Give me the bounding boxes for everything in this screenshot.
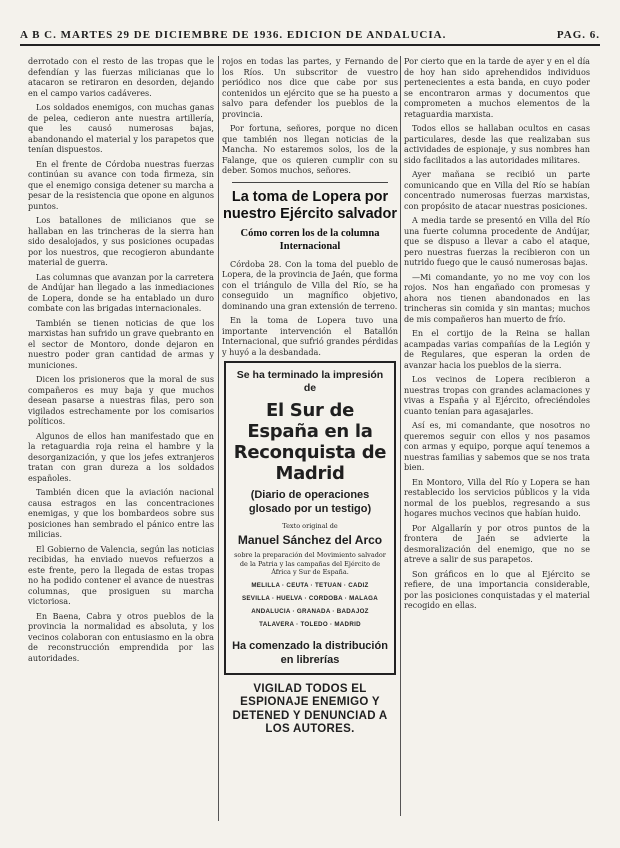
article-paragraph: Dicen los prisioneros que la moral de sus compañeros es muy baja y que muchos desean pasarse a nuestras filas, pero son vigilados estrechamente por los comisarios políticos. [28, 374, 214, 426]
ad-intro: Se ha terminado la impresión de [236, 369, 384, 394]
article-paragraph: Las columnas que avanzan por la carretera de Andújar han llegado a las inmediaciones de Lopera, donde se ha entablado un duro combate con las brigadas internacionales. [28, 271, 214, 313]
ad-author: Manuel Sánchez del Arco [237, 533, 383, 547]
article-paragraph: Todos ellos se hallaban ocultos en casas particulares, desde las que realizaban sus actividades de espionaje, y sus nombres han sido facilitados a las autoridades militares. [404, 123, 590, 165]
column-1 [28, 56, 214, 821]
article-paragraph: Son gráficos en lo que al Ejército se refiere, de una importancia considerable, por las posiciones conquistadas y el material recogido en ellas. [404, 568, 590, 610]
ad-cities-line: MELILLA · CEUTA · TETUAN · CADIZ [251, 581, 369, 589]
column-rule [218, 56, 219, 821]
running-head-title: A B C. MARTES 29 DE DICIEMBRE DE 1936. EDICION DE ANDALUCIA. [20, 29, 447, 41]
article-paragraph: —Mi comandante, yo no me voy con los rojos. Nos han engañado con promesas y ahora nos tienen abandonados en las trincheras sin comida y sin mantas; muchos de mis compañeros han muerto de frío. [404, 271, 590, 324]
article-paragraph: Por fortuna, señores, porque no dicen que también nos llegan noticias de la Mancha. No estaremos solos, los de la Falange, que os quieren cumplir con su deber. Somos muchos, señores. [222, 123, 398, 175]
ad-book-title: El Sur de España en la Reconquista de Madrid [233, 400, 387, 484]
article-paragraph: En Baena, Cabra y otros pueblos de la provincia la normalidad es absoluta, y los vecinos colaboran con entusiasmo en la obra de reconstrucción emprendida por las autoridades. [28, 610, 214, 663]
article-paragraph: A media tarde se presentó en Villa del Río una fuerte columna procedente de Andújar, que se dispuso a llevar a cabo el ataque, pero nuestras fuerzas la recibieron con un nutrido fuego que le causó numerosas bajas. [404, 215, 590, 267]
ad-cities-line: SEVILLA · HUELVA · CORDOBA · MALAGA [241, 594, 379, 602]
article-paragraph: derrotado con el resto de las tropas que le defendían y las fuerzas milicianas que lo atacaron se retiraron en desorden, dejando en el campo varios cadáveres. [28, 56, 214, 98]
ad-description: sobre la preparación del Movimiento salvador de la Patria y las campañas del Ejército de África y Sur de España. [234, 551, 386, 576]
article-paragraph: En Montoro, Villa del Río y Lopera se han restablecido los servicios públicos y la vida normal de los pueblos, regresando a sus hogares muchos vecinos que habían huido. [404, 476, 590, 518]
article-paragraph: El Gobierno de Valencia, según las noticias recibidas, ha enviado nuevos refuerzos a este frente, pero la llegada de estas tropas no ha podido contener el avance de nuestras columnas, que prosiguen su marcha victoriosa. [28, 543, 214, 606]
article-paragraph: Los vecinos de Lopera recibieron a nuestras tropas con grandes aclamaciones y vivas a España y al Ejército, ofreciéndoles cuanto tenían para agasajarles. [404, 374, 590, 416]
article-paragraph: Los soldados enemigos, con muchas ganas de pelea, cedieron ante nuestra artillería, que les causó numerosas bajas, abandonando el material y los parapetos que tenían dispuestos. [28, 102, 214, 154]
article-headline: La toma de Lopera por nuestro Ejército salvador [222, 188, 398, 222]
article-paragraph: En la toma de Lopera tuvo una importante intervención el Batallón Internacional, que sufrió grandes pérdidas y huyó a la desbandada. [222, 315, 398, 357]
article-paragraph: rojos en todas las partes, y Fernando de los Ríos. Un subscritor de vuestro periódico nos dice que cabe por sus contenidos un ejército que se ha puesto a salvo para defender los pueblos de la provincia. [222, 56, 398, 119]
ad-cities-line: ANDALUCIA · GRANADA · BADAJOZ [251, 607, 369, 615]
section-divider [232, 182, 388, 183]
page-number: PAG. 6. [556, 29, 600, 41]
article-paragraph: Por Algallarín y por otros puntos de la frontera de Jaén se advierte la desmoralización del enemigo, que no se atreve a salir de sus parapetos. [404, 522, 590, 564]
article-paragraph: En el frente de Córdoba nuestras fuerzas continúan su avance con toda firmeza, sin que el enemigo consiga detener su marcha a pesar de la resistencia que opone en algunos puntos. [28, 158, 214, 211]
ad-footer: Ha comenzado la distribución en librerías [232, 639, 388, 666]
article-paragraph: Ayer mañana se recibió un parte comunicando que en Villa del Río se habían concentrado numerosas fuerzas marxistas, con propósito de atacar nuestras posiciones. [404, 169, 590, 211]
book-advertisement [224, 361, 396, 675]
article-subhead: Cómo corren los de la columna Internacional [240, 227, 380, 252]
espionage-notice: VIGILAD TODOS EL ESPIONAJE ENEMIGO Y DETENED Y DENUNCIAD A LOS AUTORES. [232, 682, 388, 735]
article-paragraph: Córdoba 28. Con la toma del pueblo de Lopera, de la provincia de Jaén, que forma con el triángulo de Villa del Río, se ha conseguido un magnífico objetivo, dominando una gran extensión de terreno. [222, 258, 398, 311]
article-paragraph: También se tienen noticias de que los marxistas han sufrido un grave quebranto en el sector de Montoro, donde dejaron en nuestro poder gran cantidad de armas y municiones. [28, 317, 214, 370]
column-rule [400, 56, 401, 816]
article-paragraph: Por cierto que en la tarde de ayer y en el día de hoy han sido aprehendidos individuos pertenecientes a esta banda, en cuyo poder se encontraron armas y documentos que comprometen a muchos elementos de la retaguardia marxista. [404, 56, 590, 119]
ad-cities-line: TALAVERA · TOLEDO · MADRID [259, 620, 361, 628]
ad-book-subtitle: (Diario de operaciones glosado por un testigo) [248, 489, 372, 515]
article-paragraph: Así es, mi comandante, que nosotros no queremos seguir con ellos y nos pasamos con armas y equipo, porque aquí tenemos a nuestras familias y sabemos que se nos trata bien. [404, 420, 590, 472]
article-paragraph: Los batallones de milicianos que se hallaban en las trincheras de la sierra han sido desalojados, y sus posiciones ocupadas por los nuestros, que recogieron abundante material de guerra. [28, 215, 214, 267]
article-paragraph: Algunos de ellos han manifestado que en la retaguardia roja reina el hambre y la desorganización, y que los jefes extranjeros tratan con gran dureza a los soldados españoles. [28, 430, 214, 483]
column-2 [222, 56, 398, 821]
column-3 [404, 56, 590, 816]
article-paragraph: En el cortijo de la Reina se hallan acampadas varias compañías de la Legión y de Regulares, que esperan la orden de avanzar hacia los pueblos de la sierra. [404, 328, 590, 370]
running-head [20, 26, 600, 46]
article-paragraph: También dicen que la aviación nacional causa estragos en las concentraciones enemigas, y que los bombardeos sobre sus posiciones han sembrado el pánico entre las milicias. [28, 487, 214, 539]
ad-by-line: Texto original de [282, 522, 338, 530]
